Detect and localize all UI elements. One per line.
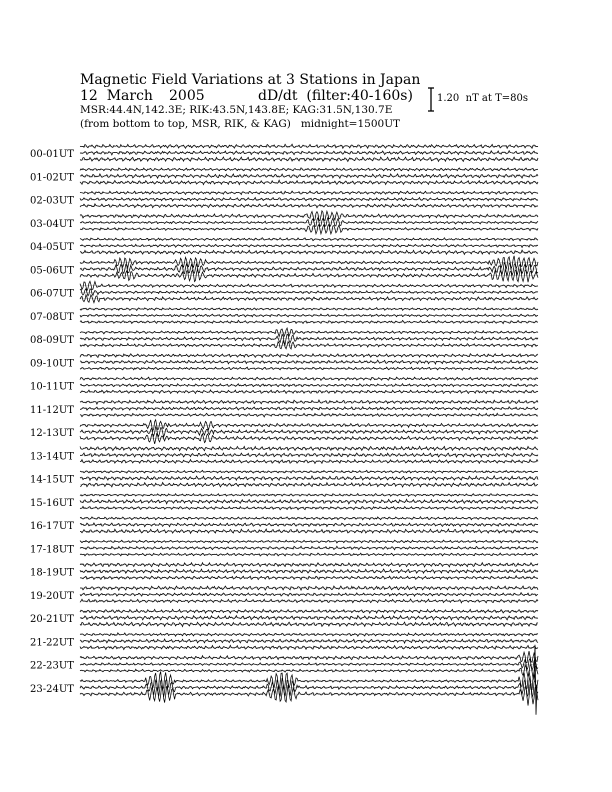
hour-label: 15-16UT [30, 497, 74, 509]
hour-label: 14-15UT [30, 474, 74, 486]
hour-label: 12-13UT [30, 428, 74, 439]
trace-kag [80, 191, 538, 194]
hour-label: 00-01UT [30, 149, 74, 160]
end-spike [534, 645, 537, 715]
page-title: Magnetic Field Variations at 3 Stations in Japan [80, 72, 421, 88]
trace-rik [80, 546, 538, 549]
date-label: 12 March [80, 88, 153, 104]
hour-label: 22-23UT [30, 660, 74, 672]
trace-msr [80, 434, 538, 444]
hour-label: 17-18UT [30, 544, 74, 556]
trace-series [80, 144, 538, 715]
hour-label: 13-14UT [30, 451, 74, 463]
trace-kag [80, 328, 538, 336]
hour-label: 20-21UT [30, 614, 74, 625]
hour-label: 11-12UT [30, 404, 74, 416]
filter-label: dD/dt (filter:40-160s) [258, 88, 413, 104]
hour-label: 01-02UT [30, 172, 74, 184]
trace-order-note: (from bottom to top, MSR, RIK, & KAG) midnight=1500UT [80, 118, 401, 130]
hour-label: 21-22UT [30, 637, 74, 649]
hour-label: 08-09UT [30, 335, 74, 346]
hour-label: 10-11UT [30, 381, 74, 393]
hour-label: 16-17UT [30, 521, 74, 532]
hour-label: 04-05UT [30, 242, 74, 253]
hour-label: 23-24UT [30, 683, 74, 695]
year-label: 2005 [169, 88, 205, 104]
hour-label: 05-06UT [30, 265, 74, 277]
hour-label: 19-20UT [30, 590, 74, 602]
hour-label: 07-08UT [30, 311, 74, 323]
trace-rik [80, 334, 538, 344]
hour-label: 06-07UT [30, 288, 74, 300]
hour-labels [30, 149, 74, 695]
trace-rik [80, 217, 538, 226]
trace-kag [80, 168, 538, 171]
trace-msr [80, 664, 538, 677]
station-coordinates: MSR:44.4N,142.3E; RIK:43.5N,143.8E; KAG:31.5N,130.7E [80, 104, 393, 116]
hour-label: 18-19UT [30, 567, 74, 579]
trace-kag [80, 308, 538, 311]
scale-bar [428, 88, 434, 111]
hour-label: 09-10UT [30, 358, 74, 370]
trace-kag [80, 651, 538, 663]
scale-bar-label: 1.20 nT at T=80s [437, 93, 528, 104]
hour-label: 02-03UT [30, 195, 74, 207]
hour-label: 03-04UT [30, 218, 74, 230]
trace-kag [80, 211, 538, 221]
trace-msr [80, 341, 538, 349]
